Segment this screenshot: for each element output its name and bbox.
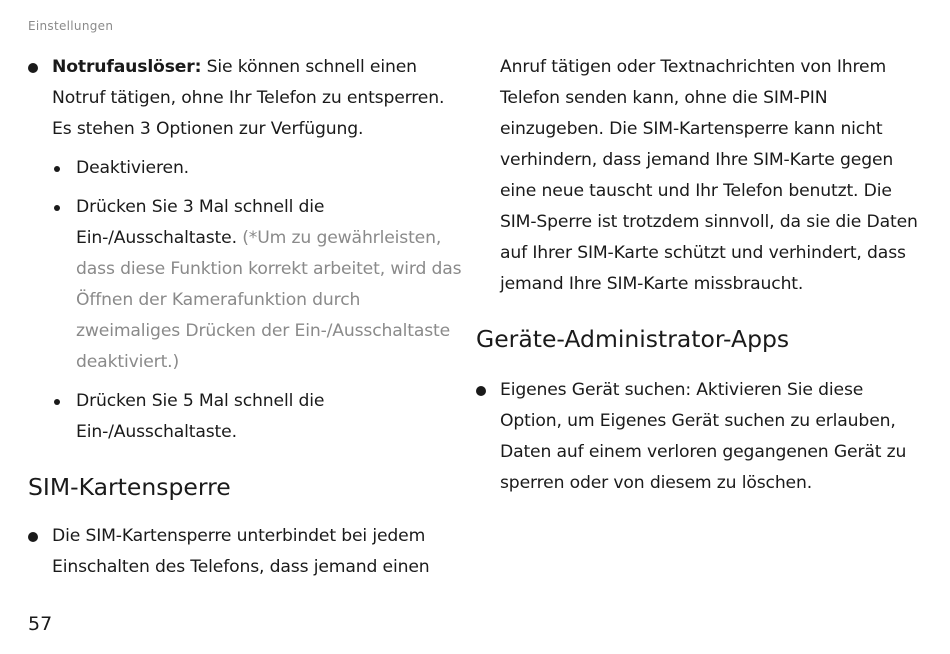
- sim-heading: SIM-Kartensperre: [28, 473, 231, 501]
- notruf-label: Notrufauslöser:: [52, 57, 202, 77]
- option-text: Drücken Sie 3 Mal schnell die Ein-/Ausschaltaste.: [76, 197, 325, 248]
- sim-bullet-continuation: Anruf tätigen oder Textnachrichten von Ihrem Telefon senden kann, ohne die SIM-PIN einzugeben. Die SIM-Kartensperre kann nicht verhindern, dass jemand Ihre SIM-Karte gegen eine neue tauscht und Ihr Telefon benutzt. Die SIM-Sperre ist trotzdem sinnvoll, da sie die Daten auf Ihrer SIM-Karte schützt und verhindert, dass jemand Ihre SIM-Karte missbraucht.: [500, 57, 918, 294]
- sim-bullet-text: Die SIM-Kartensperre unterbindet bei jedem Einschalten des Telefons, dass jemand einen: [52, 526, 430, 577]
- admin-heading: Geräte-Administrator-Apps: [476, 325, 790, 353]
- sub-bullet-dot: [54, 166, 60, 172]
- option-text: Deaktivieren.: [76, 158, 189, 178]
- sim-bullet: [28, 521, 468, 583]
- left-column: [28, 52, 468, 583]
- bullet-dot: [28, 532, 38, 542]
- sub-bullet-dot: [54, 205, 60, 211]
- notruf-text: Sie können schnell einen Notruf tätigen, ohne Ihr Telefon zu entsperren. Es stehen 3 Optionen zur Verfügung.: [52, 57, 445, 139]
- bullet-dot: [28, 63, 38, 73]
- page-number: 57: [28, 613, 53, 635]
- bullet-dot: [476, 386, 486, 396]
- option-item: [28, 153, 468, 184]
- admin-bullet: [476, 375, 926, 499]
- admin-bullet-text: Eigenes Gerät suchen: Aktivieren Sie diese Option, um Eigenes Gerät suchen zu erlauben, Daten auf einem verloren gegangenen Gerät zu sperren oder von diesem zu löschen.: [500, 380, 907, 493]
- notruf-bullet: [28, 52, 468, 145]
- right-column: [476, 52, 926, 499]
- option-item: [28, 386, 468, 448]
- option-item: [28, 192, 468, 378]
- option-text: Drücken Sie 5 Mal schnell die Ein-/Ausschaltaste.: [76, 391, 325, 442]
- option-note: (*Um zu gewährleisten, dass diese Funktion korrekt arbeitet, wird das Öffnen der Kamerafunktion durch zweimaliges Drücken der Ein-/Ausschaltaste deaktiviert.): [76, 228, 462, 372]
- sub-bullet-dot: [54, 399, 60, 405]
- page-header: Einstellungen: [28, 19, 114, 33]
